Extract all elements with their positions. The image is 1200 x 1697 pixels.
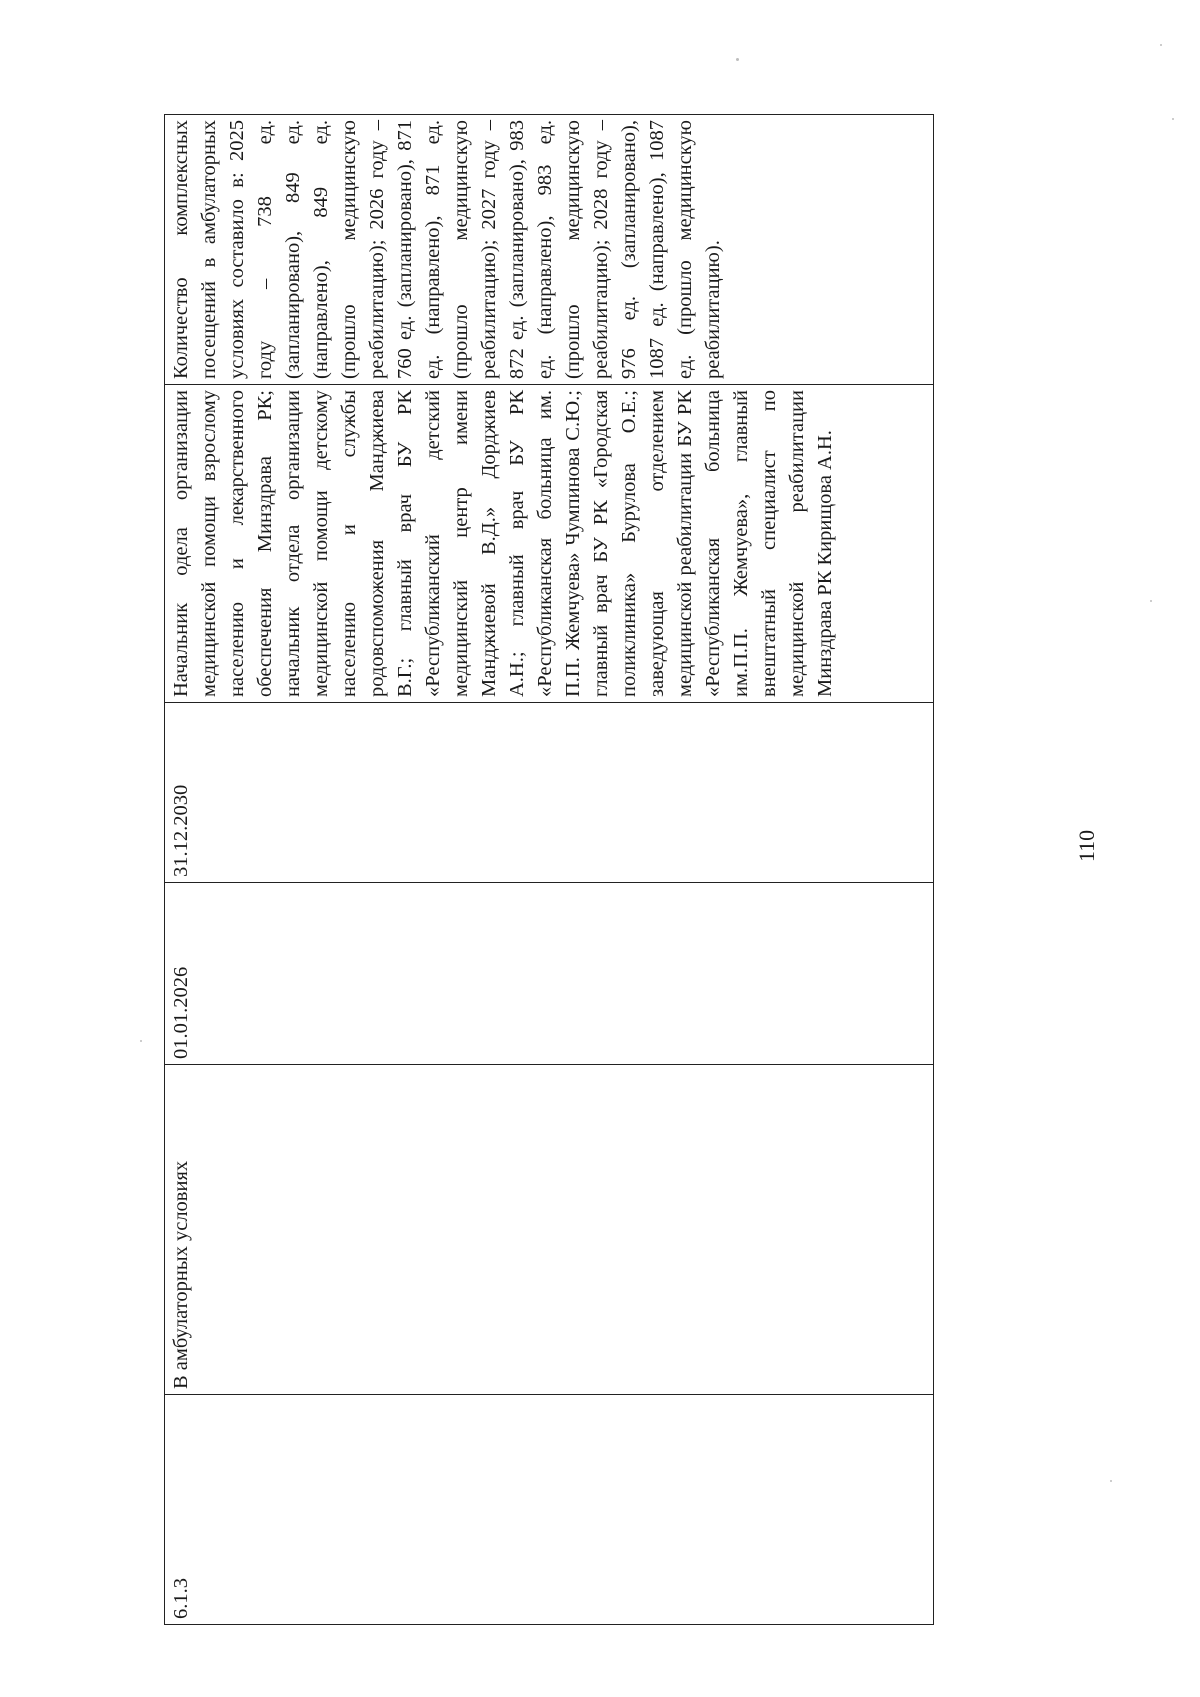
page-number: 110 bbox=[1074, 829, 1099, 862]
rotated-table-sheet bbox=[164, 115, 934, 1625]
row-number-cell bbox=[165, 1395, 934, 1625]
event-cell bbox=[165, 1065, 934, 1395]
end-date-cell bbox=[165, 703, 934, 883]
row-number: 6.1.3 bbox=[170, 1578, 192, 1619]
event-name: В амбулаторных условиях bbox=[170, 1160, 192, 1389]
start-date-cell bbox=[165, 883, 934, 1065]
table-row bbox=[165, 115, 934, 1625]
measures-table bbox=[164, 114, 934, 1625]
start-date: 01.01.2026 bbox=[170, 966, 192, 1059]
expected-result: Количество комплексных посещений в амбулаторных условиях составило в: 2025 году – 738 ед. (запланировано), 849 ед. (направлено), 849 ед. (прошло медицинскую реабилитацию); 2026 году – 760 ед. (запланировано), 871 ед. (направлено), 871 ед. (прошло медицинскую реабилитацию); 2027 году – 872 ед. (запланировано), 983 ед. (направлено), 983 ед. (прошло медицинскую реабилитацию); 2028 году – 976 ед. (запланировано), 1087 ед. (направлено), 1087 ед. (прошло медицинскую реабилитацию). bbox=[170, 120, 724, 379]
scan-speck bbox=[1160, 44, 1162, 46]
end-date: 31.12.2030 bbox=[170, 784, 192, 877]
scan-speck bbox=[1172, 118, 1174, 120]
scan-speck bbox=[140, 1040, 142, 1042]
scan-speck bbox=[736, 58, 739, 61]
responsible-cell bbox=[165, 385, 934, 703]
scan-speck bbox=[1110, 1480, 1112, 1482]
responsible-persons: Начальник одела организации медицинской помощи взрослому населению и лекарственного обеспечения Минздрава РК; начальник отдела организации медицинской помощи детскому населению и службы родовспоможения Манджиева В.Г.; главный врач БУ РК «Республиканский детский медицинский центр имени Манджиевой В.Д.» Дорджиев А.Н.; главный врач БУ РК «Республиканская больница им. П.П. Жемчуева» Чумпинова С.Ю.; главный врач БУ РК «Городская поликлиника» Бурулова О.Е.; заведующая отделением медицинской реабилитации БУ РК «Республиканская больница им.П.П. Жемчуева», главный внештатный специалист по медицинской реабилитации Минздрава РК Кирищова А.Н. bbox=[170, 390, 836, 697]
scan-speck bbox=[1150, 600, 1152, 602]
result-cell bbox=[165, 115, 934, 385]
